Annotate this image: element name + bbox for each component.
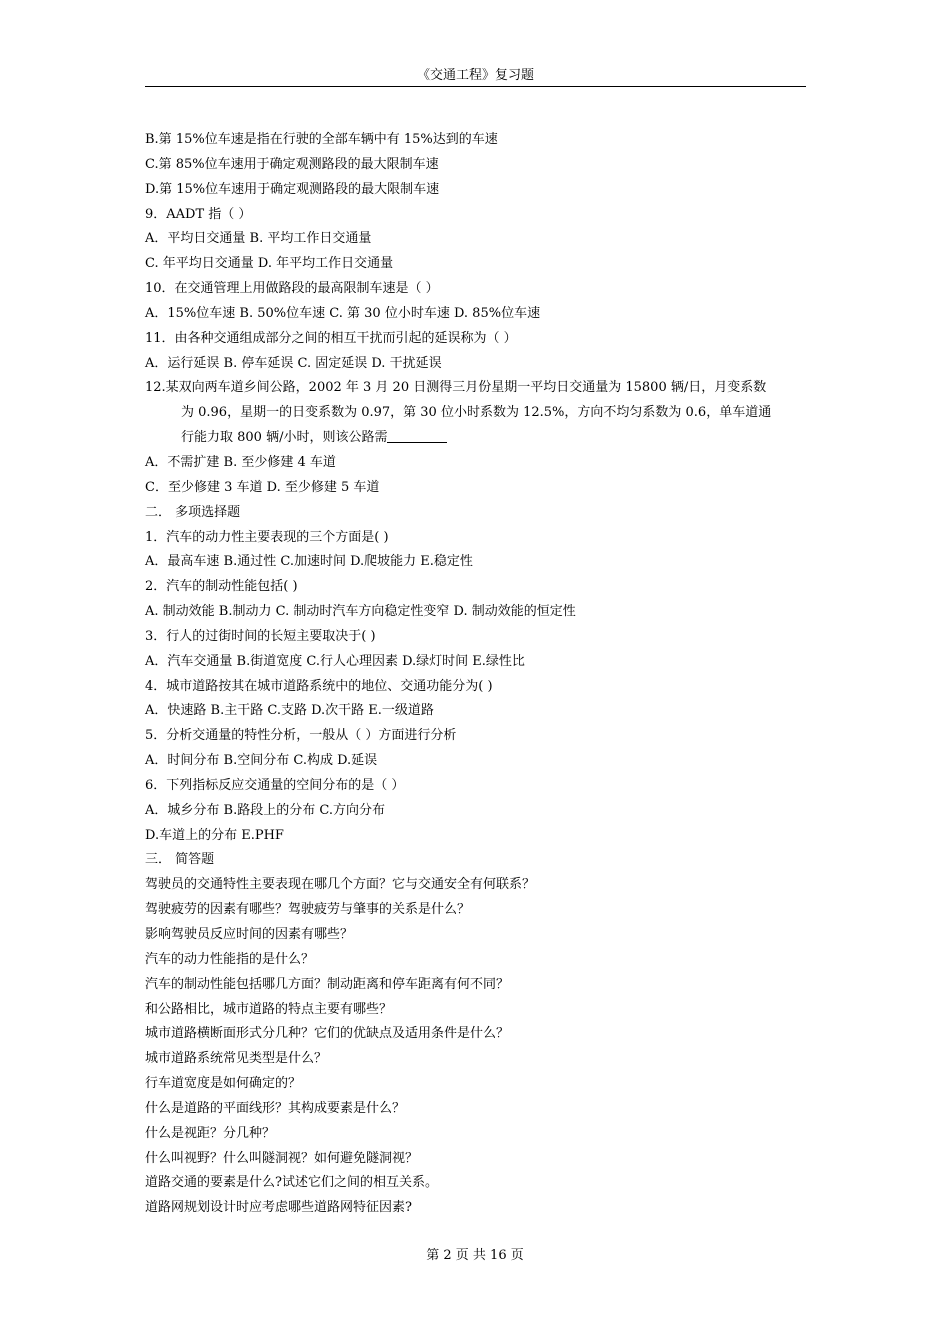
section-heading: 三． 简答题 bbox=[145, 852, 215, 868]
option-line: B.第 15%位车速是指在行驶的全部车辆中有 15%达到的车速 bbox=[145, 132, 498, 147]
option-line: A．运行延误 B. 停车延误 C. 固定延误 D. 干扰延误 bbox=[145, 355, 442, 371]
short-answer-question: 影响驾驶员反应时间的因素有哪些？ bbox=[145, 927, 354, 942]
short-answer-question: 和公路相比，城市道路的特点主要有哪些？ bbox=[145, 1001, 393, 1017]
short-answer-question: 汽车的制动性能包括哪几方面？制动距离和停车距离有何不同？ bbox=[145, 976, 510, 992]
question-line: 4．城市道路按其在城市道路系统中的地位、交通功能分为( ) bbox=[145, 678, 493, 694]
question-line: 10．在交通管理上用做路段的最高限制车速是（ ） bbox=[145, 281, 439, 297]
option-line: D.第 15%位车速用于确定观测路段的最大限制车速 bbox=[145, 181, 440, 197]
question-line: 5．分析交通量的特性分析，一般从（ ）方面进行分析 bbox=[145, 728, 457, 744]
option-line: C．至少修建 3 车道 D. 至少修建 5 车道 bbox=[145, 479, 380, 495]
option-line: A．城乡分布 B.路段上的分布 C.方向分布 bbox=[145, 802, 385, 818]
question-line: 11．由各种交通组成部分之间的相互干扰而引起的延误称为（ ） bbox=[145, 330, 517, 346]
page-footer: 第 2 页 共 16 页 bbox=[426, 1248, 524, 1263]
short-answer-question: 什么是视距？分几种？ bbox=[145, 1125, 276, 1141]
short-answer-question: 什么是道路的平面线形？其构成要素是什么？ bbox=[145, 1100, 406, 1116]
option-line: A．15%位车速 B. 50%位车速 C. 第 30 位小时车速 D. 85%位车速 bbox=[145, 305, 541, 321]
short-answer-question: 道路网规划设计时应考虑哪些道路网特征因素? bbox=[145, 1200, 412, 1216]
question-line-continued: 为 0.96，星期一的日变系数为 0.97，第 30 位小时系数为 12.5%，方向不均匀系数为 0.6，单车道通 bbox=[181, 405, 772, 421]
short-answer-question: 道路交通的要素是什么?试述它们之间的相互关系。 bbox=[145, 1175, 438, 1191]
question-line-continued bbox=[145, 426, 810, 451]
short-answer-question: 驾驶员的交通特性主要表现在哪几个方面？它与交通安全有何联系？ bbox=[145, 877, 536, 893]
option-line: C. 年平均日交通量 D. 年平均工作日交通量 bbox=[145, 256, 394, 272]
question-line: 6．下列指标反应交通量的空间分布的是（ ） bbox=[145, 777, 405, 793]
question-line: 3．行人的过街时间的长短主要取决于( ) bbox=[145, 628, 376, 644]
section-heading: 二． 多项选择题 bbox=[145, 504, 241, 520]
option-line: D.车道上的分布 E.PHF bbox=[145, 827, 284, 843]
short-answer-question: 驾驶疲劳的因素有哪些？驾驶疲劳与肇事的关系是什么？ bbox=[145, 902, 471, 918]
question-text: 行能力取 800 辆/小时，则该公路需 bbox=[181, 430, 388, 446]
short-answer-question: 行车道宽度是如何确定的？ bbox=[145, 1076, 302, 1092]
answer-blank bbox=[387, 428, 447, 443]
option-line: A．汽车交通量 B.街道宽度 C.行人心理因素 D.绿灯时间 E.绿性比 bbox=[145, 653, 525, 669]
header-rule bbox=[145, 86, 806, 87]
option-line: C.第 85%位车速用于确定观测路段的最大限制车速 bbox=[145, 156, 439, 172]
question-line: 2．汽车的制动性能包括( ) bbox=[145, 579, 298, 595]
short-answer-question: 城市道路横断面形式分几种？它们的优缺点及适用条件是什么？ bbox=[145, 1026, 510, 1042]
option-line: A．时间分布 B.空间分布 C.构成 D.延误 bbox=[145, 753, 378, 769]
short-answer-question: 什么叫视野？什么叫隧洞视？如何避免隧洞视？ bbox=[145, 1150, 419, 1166]
short-answer-question: 城市道路系统常见类型是什么？ bbox=[145, 1051, 328, 1067]
page-content bbox=[145, 128, 810, 1221]
page-header: 《交通工程》复习题 bbox=[416, 68, 534, 83]
option-line: A．不需扩建 B. 至少修建 4 车道 bbox=[145, 454, 336, 470]
option-line: A．平均日交通量 B. 平均工作日交通量 bbox=[145, 231, 372, 247]
option-line: A．最高车速 B.通过性 C.加速时间 D.爬坡能力 E.稳定性 bbox=[145, 554, 473, 570]
question-line: 9．AADT 指（ ） bbox=[145, 206, 252, 222]
question-line: 1．汽车的动力性主要表现的三个方面是( ) bbox=[145, 529, 389, 545]
option-line: A．快速路 B.主干路 C.支路 D.次干路 E.一级道路 bbox=[145, 703, 434, 719]
question-line: 12.某双向两车道乡间公路，2002 年 3 月 20 日测得三月份星期一平均日交通量为 15800 辆/日，月变系数 bbox=[145, 380, 767, 396]
option-line: A. 制动效能 B.制动力 C. 制动时汽车方向稳定性变窄 D. 制动效能的恒定性 bbox=[145, 604, 576, 620]
short-answer-question: 汽车的动力性能指的是什么？ bbox=[145, 951, 315, 967]
